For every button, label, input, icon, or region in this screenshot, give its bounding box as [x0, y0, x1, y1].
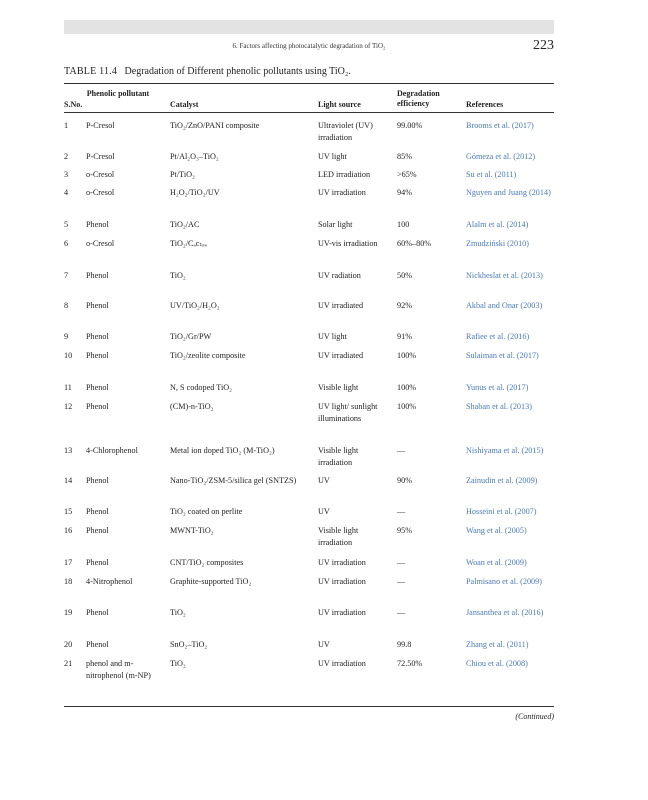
row-pollutant: P-Cresol [86, 121, 115, 130]
row-pollutant: 4-Chlorophenol [86, 446, 138, 455]
row-sno: 16 [64, 526, 73, 535]
row-efficiency: 95% [397, 526, 413, 535]
table-header-rule [64, 112, 554, 113]
row-catalyst: Pt/TiO₂ [170, 170, 195, 179]
row-catalyst: H₂O₂/TiO₂/UV [170, 188, 220, 197]
row-catalyst: Nano-TiO₂/ZSM-5/silica gel (SNTZS) [170, 476, 297, 485]
row-sno: 4 [64, 188, 69, 197]
row-efficiency: >65% [397, 170, 417, 179]
top-gray-bar [64, 20, 554, 34]
row-sno: 20 [64, 640, 73, 649]
row-efficiency: 92% [397, 301, 413, 310]
row-efficiency: 50% [397, 271, 413, 280]
row-catalyst: (CM)-n-TiO₂ [170, 402, 214, 411]
row-catalyst: TiO₂ [170, 271, 186, 280]
row-pollutant: Phenol [86, 640, 109, 649]
row-light-source: UV light [318, 332, 347, 341]
row-sno: 13 [64, 446, 73, 455]
row-pollutant: o-Cresol [86, 239, 115, 248]
row-efficiency: 85% [397, 152, 413, 161]
row-sno: 2 [64, 152, 69, 161]
row-catalyst: TiO₂ coated on perlite [170, 507, 243, 516]
header-light-source: Light source [318, 100, 361, 109]
row-reference[interactable]: Woan et al. (2009) [466, 558, 527, 567]
row-reference[interactable]: Zhang et al. (2011) [466, 640, 529, 649]
row-catalyst: SnO₂–TiO₂ [170, 640, 208, 649]
row-catalyst: Metal ion doped TiO₂ (M-TiO₂) [170, 446, 275, 455]
row-sno: 19 [64, 608, 73, 617]
row-pollutant: Phenol [86, 558, 109, 567]
running-title: 6. Factors affecting photocatalytic degradation of TiO₂ [232, 42, 386, 50]
table-top-rule [64, 83, 554, 84]
row-light-source: Solar light [318, 220, 353, 229]
row-catalyst: Pt/Al₂O₃–TiO₂ [170, 152, 219, 161]
row-light-source: UV irradiation [318, 577, 366, 586]
row-efficiency: 91% [397, 332, 413, 341]
row-efficiency: — [397, 507, 406, 516]
row-efficiency: 99.00% [397, 121, 423, 130]
row-efficiency: — [397, 558, 406, 567]
row-catalyst: TiO₂/Cₐcₜᵢᵥₑ [170, 239, 208, 248]
table-caption-text: Degradation of Different phenolic pollutants using TiO₂. [124, 66, 351, 77]
row-reference[interactable]: Chiou et al. (2008) [466, 659, 528, 668]
row-light-source: UV irradiated [318, 301, 364, 310]
row-catalyst: MWNT-TiO₂ [170, 526, 214, 535]
row-reference[interactable]: Wang et al. (2005) [466, 526, 527, 535]
row-sno: 10 [64, 351, 73, 360]
row-light-source: Visible light [318, 383, 359, 392]
row-light-source: UV irradiation [318, 608, 366, 617]
row-catalyst: TiO₂/Gr/PW [170, 332, 212, 341]
row-light-source: UV-vis irradiation [318, 239, 378, 248]
row-efficiency: 94% [397, 188, 413, 197]
row-pollutant: Phenol [86, 220, 109, 229]
row-light-source: Visible light irradiation [318, 526, 359, 547]
row-sno: 21 [64, 659, 73, 668]
row-efficiency: 100% [397, 402, 417, 411]
row-reference[interactable]: Shaban et al. (2013) [466, 402, 532, 411]
table-label: TABLE 11.4 [64, 66, 118, 77]
row-pollutant: o-Cresol [86, 188, 115, 197]
row-reference[interactable]: Hosseini et al. (2007) [466, 507, 537, 516]
row-pollutant: Phenol [86, 476, 109, 485]
table-caption [64, 66, 554, 77]
row-reference[interactable]: Zainudin et al. (2009) [466, 476, 538, 485]
row-light-source: UV light/ sunlight illuminations [318, 402, 378, 423]
row-catalyst: N, S codoped TiO₂ [170, 383, 232, 392]
row-light-source: UV [318, 507, 330, 516]
row-reference[interactable]: Nishiyama et al. (2015) [466, 446, 544, 455]
row-sno: 6 [64, 239, 69, 248]
row-pollutant: Phenol [86, 332, 109, 341]
row-efficiency: 100% [397, 383, 417, 392]
row-pollutant: Phenol [86, 383, 109, 392]
row-pollutant: Phenol [86, 507, 109, 516]
row-light-source: UV radiation [318, 271, 361, 280]
row-efficiency: 99.8 [397, 640, 412, 649]
row-reference[interactable]: Nguyen and Juang (2014) [466, 188, 551, 197]
row-pollutant: o-Cresol [86, 170, 115, 179]
row-catalyst: CNT/TiO₂ composites [170, 558, 244, 567]
row-pollutant: P-Cresol [86, 152, 115, 161]
row-light-source: UV [318, 640, 330, 649]
row-sno: 14 [64, 476, 73, 485]
continued-label: (Continued) [515, 712, 554, 721]
row-efficiency: 72.50% [397, 659, 423, 668]
row-catalyst: TiO₂/ZnO/PANI composite [170, 121, 260, 130]
header-catalyst: Catalyst [170, 100, 199, 109]
row-sno: 9 [64, 332, 69, 341]
running-head [64, 38, 554, 56]
header-sno: S.No. [64, 100, 83, 109]
row-catalyst: UV/TiO₂/H₂O₂ [170, 301, 220, 310]
row-pollutant: Phenol [86, 526, 109, 535]
row-sno: 7 [64, 271, 69, 280]
row-light-source: UV irradiated [318, 351, 364, 360]
row-pollutant: 4-Nitrophenol [86, 577, 133, 586]
row-pollutant: Phenol [86, 301, 109, 310]
row-sno: 1 [64, 121, 69, 130]
row-pollutant: Phenol [86, 608, 109, 617]
row-efficiency: 60%–80% [397, 239, 432, 248]
row-reference[interactable]: Zmudziński (2010) [466, 239, 529, 248]
row-sno: 18 [64, 577, 73, 586]
row-sno: 11 [64, 383, 72, 392]
row-sno: 3 [64, 170, 69, 179]
row-light-source: UV irradiation [318, 188, 366, 197]
row-sno: 12 [64, 402, 73, 411]
header-efficiency: Degradation efficiency [397, 89, 440, 108]
row-pollutant: Phenol [86, 271, 109, 280]
row-light-source: UV [318, 476, 330, 485]
row-sno: 15 [64, 507, 73, 516]
row-catalyst: TiO₂/AC [170, 220, 200, 229]
row-reference[interactable]: Gómeza et al. (2012) [466, 152, 536, 161]
row-reference[interactable]: Sulaiman et al. (2017) [466, 351, 539, 360]
row-efficiency: 90% [397, 476, 413, 485]
row-reference[interactable]: Alalm et al. (2014) [466, 220, 529, 229]
row-reference[interactable]: Yunus et al. (2017) [466, 383, 529, 392]
row-sno: 17 [64, 558, 73, 567]
row-light-source: Ultraviolet (UV) irradiation [318, 121, 373, 142]
row-light-source: Visible light irradiation [318, 446, 359, 467]
row-reference[interactable]: Nickheslat et al. (2013) [466, 271, 543, 280]
row-light-source: LED irradiation [318, 170, 371, 179]
row-efficiency: — [397, 608, 406, 617]
row-reference[interactable]: Su et al. (2011) [466, 170, 517, 179]
row-light-source: UV irradiation [318, 558, 366, 567]
header-references: References [466, 100, 504, 109]
header-pollutant: Phenolic pollutant [86, 89, 150, 98]
row-light-source: UV irradiation [318, 659, 366, 668]
row-reference[interactable]: Brooms et al. (2017) [466, 121, 534, 130]
page-number: 223 [533, 38, 554, 53]
row-pollutant: Phenol [86, 402, 109, 411]
table-bottom-rule [64, 706, 554, 707]
row-reference[interactable]: Jansanthea et al. (2016) [466, 608, 544, 617]
row-pollutant: phenol and m-nitrophenol (m-NP) [86, 659, 151, 680]
row-efficiency: 100% [397, 351, 417, 360]
row-reference[interactable]: Palmisano et al. (2009) [466, 577, 542, 586]
row-sno: 8 [64, 301, 69, 310]
row-reference[interactable]: Akbal and Onar (2003) [466, 301, 543, 310]
row-catalyst: TiO₂ [170, 608, 186, 617]
row-light-source: UV light [318, 152, 347, 161]
row-efficiency: 100 [397, 220, 410, 229]
row-sno: 5 [64, 220, 69, 229]
row-efficiency: — [397, 446, 406, 455]
row-pollutant: Phenol [86, 351, 109, 360]
row-reference[interactable]: Rafiee et al. (2016) [466, 332, 530, 341]
row-catalyst: Graphite-supported TiO₂ [170, 577, 252, 586]
row-efficiency: — [397, 577, 406, 586]
row-catalyst: TiO₂ [170, 659, 186, 668]
row-catalyst: TiO₂/zeolite composite [170, 351, 246, 360]
